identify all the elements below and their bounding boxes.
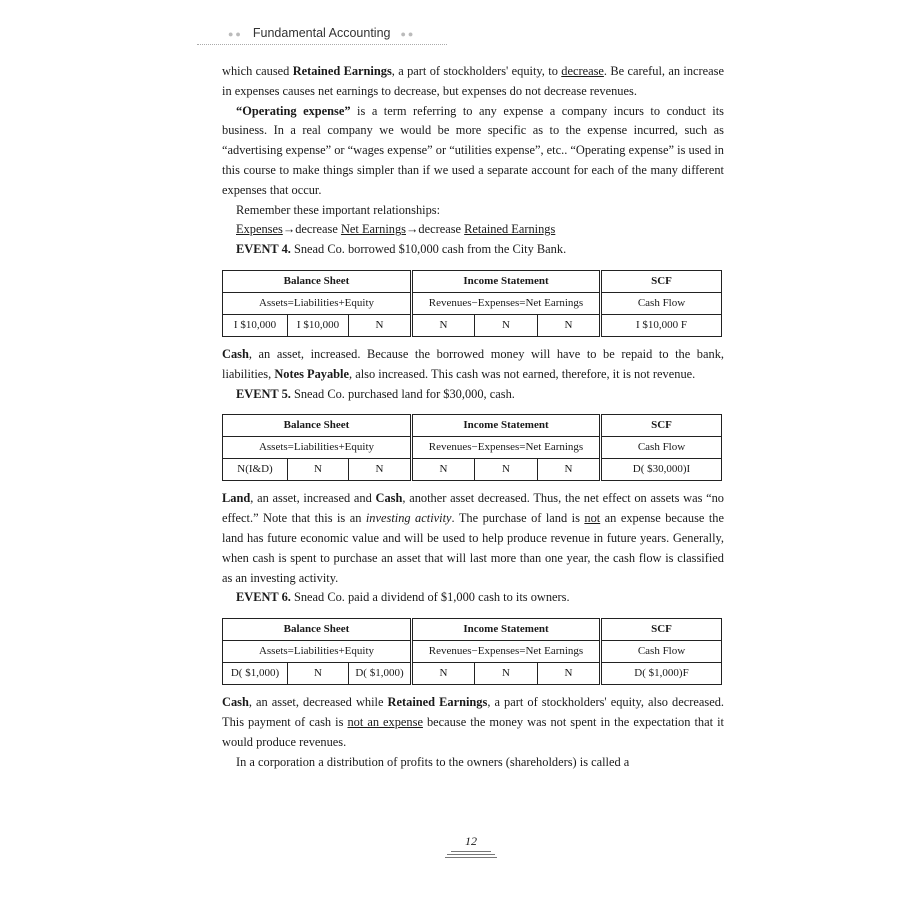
page-body: [222, 62, 724, 772]
page-number-text: 12: [465, 834, 477, 848]
text: because the money was not spent in the expectation that it would produce revenues.: [222, 714, 724, 749]
table-row: [223, 459, 722, 481]
paragraph-retained-earnings: [222, 62, 724, 102]
text: which caused: [222, 64, 293, 78]
cell-expenses: N: [475, 459, 538, 481]
event-label: EVENT 4.: [236, 242, 291, 257]
underlined-decrease: decrease: [561, 64, 604, 78]
event-5-table: [222, 414, 722, 481]
event-4-table: [222, 270, 722, 337]
is-equation: Revenues−Expenses=Net Earnings: [412, 292, 601, 314]
cell-revenues: N: [412, 314, 475, 336]
underlined-not: not: [584, 511, 601, 526]
term-cash: Cash: [222, 695, 249, 710]
bs-equation: Assets=Liabilities+Equity: [223, 437, 412, 459]
header-income-statement: Income Statement: [412, 619, 601, 641]
header-income-statement: Income Statement: [412, 270, 601, 292]
term-cash: Cash: [375, 491, 403, 506]
cell-equity: N: [349, 314, 412, 336]
header-balance-sheet: Balance Sheet: [223, 619, 412, 641]
cell-net-earnings: N: [538, 663, 601, 685]
header-income-statement: Income Statement: [412, 415, 601, 437]
event-6-table: [222, 618, 722, 685]
text: is a term referring to any expense a company incurs to conduct its business. In a real company we would be more specific as to the expense incurred, such as “advertising expense” or “wages expense” or “utilities expense”, etc.. “Operating expense” is used in this course to make things simpler than if we used a separate account for each of the many different expenses that occur.: [222, 103, 724, 197]
cell-liabilities: N: [288, 459, 349, 481]
cell-assets: I $10,000: [223, 314, 288, 336]
cell-revenues: N: [412, 663, 475, 685]
header-balance-sheet: Balance Sheet: [223, 270, 412, 292]
arrow-icon: →: [406, 222, 419, 237]
event-4-heading: [222, 240, 724, 260]
text: , another asset decreased. Thus, the net effect on assets was “no effect.” Note that this is an: [222, 491, 725, 526]
paragraph-relationships: Remember these important relationships:: [236, 202, 441, 217]
header-rule: [197, 44, 447, 45]
cell-net-earnings: N: [538, 314, 601, 336]
cash-flow-label: Cash Flow: [601, 641, 722, 663]
cell-assets: N(I&D): [223, 459, 288, 481]
term-retained-earnings: Retained Earnings: [464, 222, 556, 237]
term-expenses: Expenses: [236, 222, 283, 237]
cell-cash-flow: I $10,000 F: [601, 314, 722, 336]
term-notes-payable: Notes Payable: [274, 366, 349, 381]
text: . Be careful, an increase in expenses causes net earnings to decrease, but expenses do not decrease revenues.: [222, 64, 724, 98]
text: . The purchase of land is: [451, 511, 585, 526]
page-number: [445, 834, 497, 858]
is-equation: Revenues−Expenses=Net Earnings: [412, 437, 601, 459]
term-net-earnings: Net Earnings: [340, 222, 406, 237]
is-equation: Revenues−Expenses=Net Earnings: [412, 641, 601, 663]
term-retained-earnings: Retained Earnings: [387, 695, 488, 710]
paragraph-corporation: In a corporation a distribution of profits to the owners (shareholders) is called a: [236, 754, 630, 769]
header-dots-left: ●●: [228, 29, 243, 39]
cash-flow-label: Cash Flow: [601, 292, 722, 314]
text: , an asset, increased and: [250, 491, 376, 506]
header-dots-right: ●●: [400, 29, 416, 39]
table-row: [223, 314, 722, 336]
term-retained-earnings: Retained Earnings: [292, 64, 392, 78]
table-row: [223, 663, 722, 685]
term-land: Land: [222, 491, 251, 506]
cell-assets: D( $1,000): [223, 663, 288, 685]
event-text: Snead Co. paid a dividend of $1,000 cash to its owners.: [290, 590, 570, 605]
event-6-heading: [222, 588, 724, 608]
text: decrease: [418, 222, 465, 237]
bs-equation: Assets=Liabilities+Equity: [223, 292, 412, 314]
header-scf: SCF: [601, 415, 722, 437]
text: , a part of stockholders' equity, also decreased. This payment of cash is: [222, 695, 724, 729]
event-label: EVENT 6.: [236, 590, 291, 605]
relationship-line: [222, 220, 724, 240]
cell-equity: D( $1,000): [349, 663, 412, 685]
header-scf: SCF: [601, 270, 722, 292]
cell-equity: N: [349, 459, 412, 481]
text: decrease: [295, 222, 341, 237]
underlined-not-an-expense: not an expense: [347, 714, 423, 729]
cell-revenues: N: [412, 459, 475, 481]
cell-net-earnings: N: [538, 459, 601, 481]
header-title: Fundamental Accounting: [252, 26, 391, 40]
text: , an asset, decreased while: [248, 695, 388, 710]
bs-equation: Assets=Liabilities+Equity: [223, 641, 412, 663]
event-5-heading: [222, 385, 724, 405]
term-cash: Cash: [222, 346, 249, 361]
event-text: Snead Co. purchased land for $30,000, cash.: [290, 386, 515, 401]
paragraph-operating-expense: [222, 102, 724, 201]
cell-expenses: N: [475, 314, 538, 336]
running-header: [218, 26, 425, 40]
cell-liabilities: N: [288, 663, 349, 685]
text: , an asset, increased. Because the borrowed money will have to be repaid to the bank, liabilities,: [222, 346, 724, 381]
term-investing-activity: investing activity: [365, 511, 452, 526]
term-operating-expense: “Operating expense”: [236, 103, 351, 118]
cell-liabilities: I $10,000: [288, 314, 349, 336]
page-number-ornament: [445, 851, 497, 858]
arrow-icon: →: [282, 222, 296, 237]
text: , also increased. This cash was not earned, therefore, it is not revenue.: [349, 366, 696, 381]
cell-expenses: N: [475, 663, 538, 685]
paragraph-event-5: [222, 489, 724, 588]
cash-flow-label: Cash Flow: [601, 437, 722, 459]
cell-cash-flow: D( $30,000)I: [601, 459, 722, 481]
text: an expense because the land has future economic value and will be used to help produce revenue in future years. Generally, when cash is spent to purchase an asset that will last more than one year, the cash flow is classified as an investing activity.: [222, 511, 725, 585]
event-label: EVENT 5.: [236, 386, 291, 401]
header-balance-sheet: Balance Sheet: [223, 415, 412, 437]
paragraph-event-4: [222, 345, 724, 385]
event-text: Snead Co. borrowed $10,000 cash from the City Bank.: [290, 242, 567, 257]
text: , a part of stockholders' equity, to: [391, 64, 562, 78]
header-scf: SCF: [601, 619, 722, 641]
paragraph-event-6: [222, 693, 724, 752]
cell-cash-flow: D( $1,000)F: [601, 663, 722, 685]
